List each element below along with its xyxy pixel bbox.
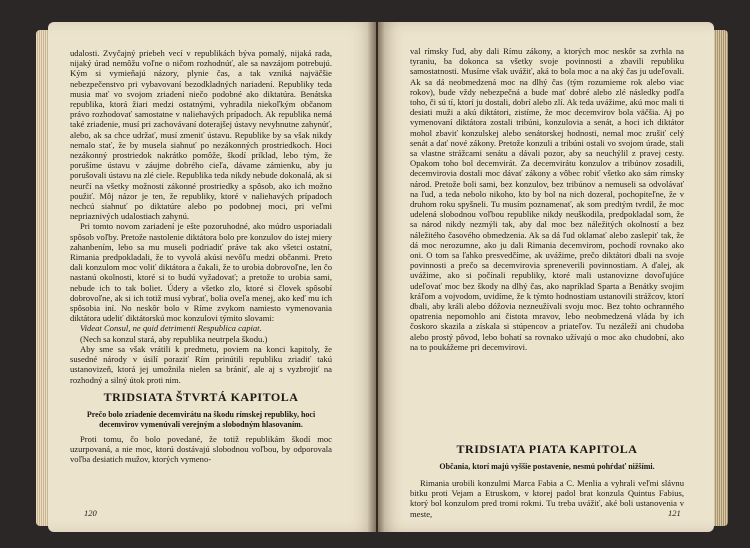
chapter-34-paragraph: Proti tomu, čo bolo povedané, že totiž republikám škodí moc uzurpovaná, a nie moc, ktorú dostávajú slobodnou voľbou, by odporovala voľba desiatich mužov, ktorých vymeno- — [70, 434, 332, 465]
right-body-text — [410, 46, 684, 352]
chapter-35-subtitle: Občania, ktorí majú vyššie postavenie, nesmú pohŕdať nižšími. — [439, 462, 655, 471]
book-gutter — [368, 22, 384, 532]
page-number-left: 120 — [84, 508, 97, 518]
left-body-text — [70, 48, 332, 385]
chapter-34-title: TRIDSIATA ŠTVRTÁ KAPITOLA — [103, 390, 299, 404]
left-paragraph-2: Pri tomto novom zariadení je ešte pozoruhodné, ako múdro usporiadali spôsob voľby. Pretože nastolenie diktátora bolo pre konzulov do istej miery zahanbením, lebo sa mu museli podriadiť práve tak ako všetci ostatní, Rimania predpokladali, že to vyvolá akúsi nevôľu medzi občanmi. Preto dali konzulom moc voliť diktátora a čakali, že to urobia dobrovoľne, len čo nastanú okolnosti, ktoré si to budú vyžadovať; a pretože to urobia sami, nebude ich to tak boliet. Údery a všetko zlo, ktoré si človek spôsobí dobrovoľne, ak si ich totiž musí vybrať, bolia oveľa menej, ako keď mu ich spôsobia iní. No neskôr bolo v Ríme zvykom namiesto vymenovania diktátora udeliť diktátorskú moc konzulovi týmito slovami: — [70, 221, 332, 324]
right-page — [378, 22, 714, 532]
chapter-35-text — [410, 478, 684, 519]
left-paragraph-3: Aby sme sa však vrátili k predmetu, poviem na konci kapitoly, že susedné národy v úsilí poraziť Rím prinútili republiku zriadiť takú ustanovizeň, ktorá jej umožnila nielen sa brániť, ale aj s vyzbrojiť na rozhodný a silný útok proti nim. — [70, 343, 332, 385]
chapter-35-title: TRIDSIATA PIATA KAPITOLA — [456, 442, 638, 456]
right-paragraph-1: val rímsky ľud, aby dali Rímu zákony, a ktorých moc neskôr sa zvrhla na tyraniu, ba dokonca sa všetky svoje povinnosti a zbavili republiku samostatnosti. Musíme však uvážiť, aká to bola moc a na aký čas ju udeľovali. Ak sa dá neobmedzená moc na dlhý čas (tým rozumieme rok alebo viac rokov), bude vždy nebezpečná a bude mať dobré alebo zlé následky podľa toho, či sú tí, ktorí ju dostali, dobrí alebo zlí. Ak teda uvážime, akú moc mali ti desiati muži a akú diktátori, zistíme, že moc decemvirov bola väčšia. Aj po vymenovaní diktátora zostali tribúni, konzulovia a senát, a hoci ich diktátor mohol zbaviť konzulskej alebo senátorskej hodnosti, nemal moc zrušiť celý senát a dať nové zákony. Pretože konzuli a tribúni ostali vo svojom úrade, stali sa vlastne strážcami senátu a dávali pozor, aby sa neuchýlil z pravej cesty. Opakom toho bol decemvirát. Za decemvirátu konzulov a tribúnov zosadili, decemvirovia dostali moc dávať zákony a vôbec robiť všetko ako sám rímsky národ. Pretože boli sami, bez konzulov, bez tribúnov a nemuseli sa odvolávať na ľud, a teda nebolo nikoho, kto by bol na nich dozeral, pochopiteľne, že v druhom roku spyšneli. Tu musím poznamenať, ak som predtým tvrdil, že moc udelená slobodnou voľbou republike nikdy neuškodila, predpokladal som, že sa národ nikdy nezmýli tak, aby dal moc bez náležitých okolností a bez náležitého časového obmedzenia. Ak sa dá ľud oklamať alebo zaslepiť tak, že dá moc nerozumne, ako ju dali Rimania decemvirom, pochodí rovnako ako oni. O tom sa ľahko presvedčíme, ak uvážime, prečo diktátori dbali na svoje povinnosti a prečo sa decemvirovia spreneverili povinnostiam. A ďalej, ak uvážime, ako si počínali republiky, ktoré mali ustanovizne dovoľujúce udeľovať moc bez škody na dlhý čas, ako napríklad Sparta a Benátky svojim kráľom a vojvodom, uvidíme, že k týmto hodnostiam ustanovili strážcov, ktorí dbali, aby králi alebo dóžovia nezneužívali svoju moc. Bez tohto ochranného opatrenia nepomohlo ani čistota mravov, lebo neobmedzená vláda by ich čoskoro skazila a získala si stúpencov a priateľov. Tu nezáleží ani chudoba alebo prostý pôvod, lebo bohatí sa rovnako užívajú o moc ako chudobní, ako na to poukážeme pri decemvirovi. — [410, 46, 684, 352]
chapter-35-paragraph: Rimania urobili konzulmi Marca Fabia a C. Menlia a vyhrali veľmi slávnu bitku proti Vejam a Etruskom, v ktorej padol brat konzula Quintus Fabius, ktorý bol konzulom pred tromi rokmi. Tu treba uvážiť, aké boli ustanovenia v meste, — [410, 478, 684, 519]
page-number-right: 121 — [668, 508, 681, 518]
left-paragraph-1: udalosti. Zvyčajný priebeh vecí v republikách býva pomalý, nijaká rada, nijaký úrad nemôžu voľne o ničom rozhodnúť, ale sa navzájom potrebujú. Kým si vymieňajú názory, plynie čas, a tak vzniká najväčšie nebezpečenstvo pri vybavovaní bezodkladných nariadení. Republiky teda musia mať vo svojom zriadení niečo podobné ako diktatúra. Benátska republika, ktorá žiari medzi ostatnými, vyhradila niekoľkým občanom právo rozhodovať samostatne v naliehavých prípadoch. Ak republika nemá také zriadenie, musí pri zachovávaní doterajšej ústavy nevyhnutne zahynúť, alebo, ak sa chce udržať, musí zmeniť ústavu. Republike by sa však nikdy nemalo stať, že by musela siahnuť po nezákonných prostriedkoch. Hoci nezákonný prostriedok nakrátko pomôže, škodí príklad, lebo tým, že porušíme ústavu v záujme dobrého cieľa, dávame zámienku, aby ju porušovali ústavu na zlé ciele. Republika teda nikdy nebude dokonalá, ak si neurčí na všetky možnosti zákonné prostriedky a spôsob, ako ich možno použiť. Môj názor je ten, že republiky, ktoré v naliehavých prípadoch nechcú siahnuť po diktatúre alebo po podobnej moci, pri veľmi nepriaznivých udalostiach zahynú. — [70, 48, 332, 222]
chapter-34-text — [70, 434, 332, 465]
latin-quote: Videat Consul, ne quid detrimenti Respublica capiat. — [80, 323, 262, 334]
page-edges-right — [712, 30, 728, 526]
chapter-34-subtitle: Prečo bolo zriadenie decemvirátu na škodu rímskej republiky, hoci decemvirov vymenúvali verejným a slobodným hlasovaním. — [86, 410, 316, 429]
left-page — [48, 22, 376, 532]
quote-translation: (Nech sa konzul stará, aby republika neutrpela škodu.) — [80, 333, 268, 344]
